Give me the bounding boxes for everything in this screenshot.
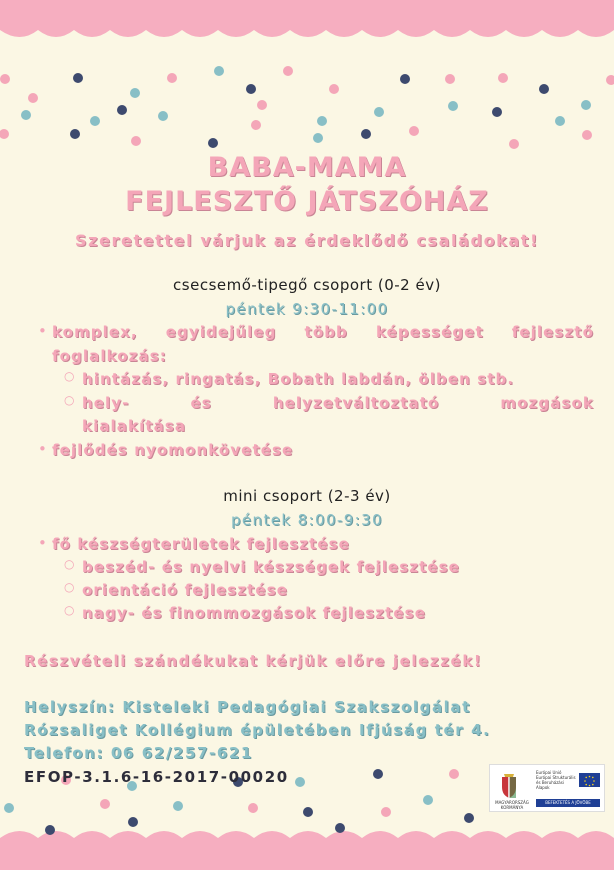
subtitle: Szeretettel várjuk az érdeklődő családokat! — [75, 231, 539, 250]
word: fejlesztő — [511, 323, 594, 341]
group1-sub1: hintázás, ringatás, Bobath labdán, ölben stb. — [82, 370, 515, 388]
word: több — [304, 323, 348, 341]
group2-sub3: nagy- és finommozgások fejlesztése — [82, 604, 426, 622]
funding-logo-block — [489, 764, 605, 812]
group1-time: péntek 9:30-11:00 — [225, 300, 389, 318]
sub-bullet-circle-icon: ○ — [64, 393, 75, 407]
group1-bullet1-line2: foglalkozás: — [52, 347, 167, 365]
group1-heading: csecsemő-tipegő csoport (0-2 év) — [173, 276, 441, 294]
bullet-dot-icon: • — [38, 534, 47, 552]
title-line-2: FEJLESZTŐ JÁTSZÓHÁZ — [125, 186, 489, 217]
bullet-dot-icon: • — [38, 322, 47, 340]
word: hely- — [82, 394, 130, 412]
sub-bullet-circle-icon: ○ — [64, 603, 75, 617]
word: helyzetváltoztató — [272, 394, 440, 412]
eu-funds-label: Európai Unió Európai Strukturális és Beruházási Alapok — [536, 770, 576, 790]
group2-bullet1: fő készségterületek fejlesztése — [52, 535, 350, 553]
project-code: EFOP-3.1.6-16-2017-00020 — [24, 768, 289, 786]
registration-notice: Részvételi szándékukat kérjük előre jelezzék! — [24, 652, 483, 670]
group1-bullet1-line1 — [52, 323, 594, 341]
word: egyidejűleg — [165, 323, 277, 341]
title-line-1: BABA-MAMA — [207, 152, 407, 183]
group1-sub2-line1 — [82, 394, 594, 412]
word: komplex, — [52, 323, 138, 341]
sub-bullet-circle-icon: ○ — [64, 369, 75, 383]
group2-sub2: orientáció fejlesztése — [82, 581, 289, 599]
sub-bullet-circle-icon: ○ — [64, 557, 75, 571]
hungarian-government-label: MAGYARORSZÁG KORMÁNYA — [495, 800, 529, 810]
group2-time: péntek 8:00-9:30 — [230, 511, 383, 529]
eu-flag-icon — [579, 773, 600, 787]
group2-heading: mini csoport (2-3 év) — [223, 487, 391, 505]
group2-sub1: beszéd- és nyelvi készségek fejlesztése — [82, 558, 460, 576]
group1-bullet2: fejlődés nyomonkövetése — [52, 441, 294, 459]
bullet-dot-icon: • — [38, 440, 47, 458]
location-line-1: Helyszín: Kisteleki Pedagógiai Szakszolgálat — [24, 698, 471, 716]
phone-number: Telefon: 06 62/257-621 — [24, 744, 253, 762]
sub-bullet-circle-icon: ○ — [64, 580, 75, 594]
investment-future-banner: BEFEKTETÉS A JÖVŐBE — [536, 799, 600, 807]
word: képességet — [375, 323, 484, 341]
group1-sub2-line2: kialakítása — [82, 417, 187, 435]
word: és — [190, 394, 212, 412]
word: mozgások — [500, 394, 594, 412]
confetti-dot-group-top — [0, 66, 614, 149]
hungarian-crest-icon — [498, 771, 520, 799]
location-line-2: Rózsaliget Kollégium épületében Ifjúság tér 4. — [24, 721, 491, 739]
